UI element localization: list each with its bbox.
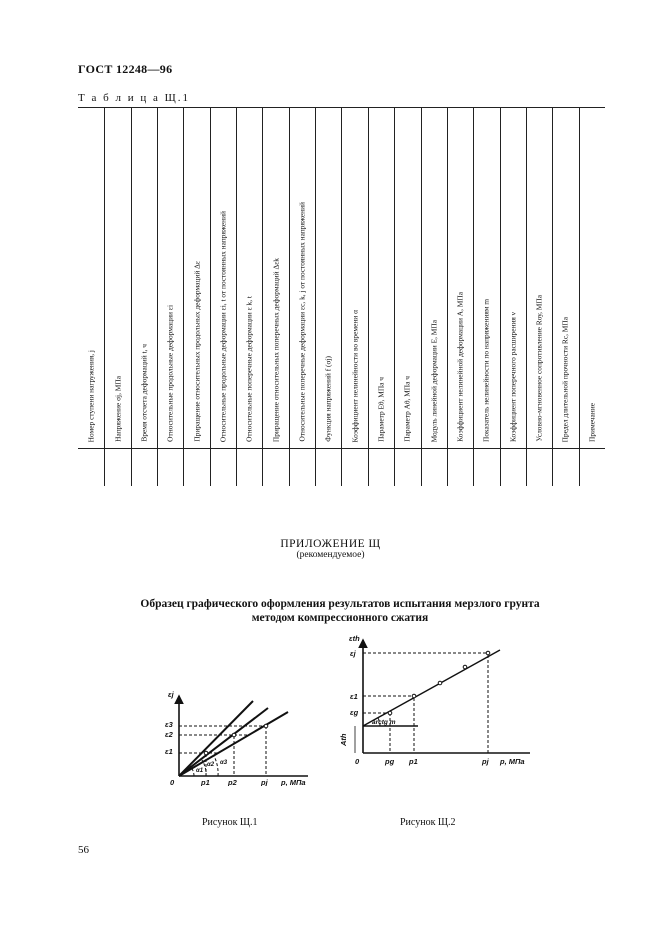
table-header-cell bbox=[104, 108, 131, 486]
table-header-cell bbox=[579, 108, 605, 448]
table-header-cell bbox=[78, 108, 105, 486]
table-header-label: Показатель нелинейности по напряжениям m bbox=[481, 299, 491, 442]
table-header-label: Относительные продольные деформации εi bbox=[165, 305, 175, 442]
fig1-x-axis-label: p, МПа bbox=[281, 778, 306, 786]
fig1-y-axis-label: εj bbox=[168, 690, 174, 699]
table-header-cell bbox=[315, 108, 342, 486]
table-header-label: Коэффициент поперечного расширения ν bbox=[508, 312, 518, 442]
table-header-cell bbox=[500, 108, 527, 486]
table-header-cell bbox=[131, 108, 158, 486]
table-header-cell bbox=[394, 108, 421, 486]
fig2-point-g bbox=[388, 711, 392, 715]
fig2-x-tick-label-1: p1 bbox=[409, 757, 418, 766]
fig1-origin-label: 0 bbox=[170, 778, 175, 786]
fig2-y-tick-label-1: ε1 bbox=[350, 692, 358, 701]
fig2-x-axis-label: p, МПа bbox=[500, 757, 525, 766]
fig1-angle-label-1: α1 bbox=[196, 768, 204, 774]
figure-1-caption: Рисунок Щ.1 bbox=[202, 817, 258, 828]
table-header-cell bbox=[157, 108, 184, 486]
table-header-label: Относительные поперечные деформации εc, k, j от постоянных напряжений bbox=[297, 202, 307, 442]
table-header-label: Параметр Аθ, МПа ч bbox=[402, 376, 412, 442]
fig2-y-tick-label-g: εg bbox=[350, 708, 359, 717]
table-header-label: Параметр Eθ, МПа ч bbox=[376, 377, 386, 442]
appendix-subtitle: (рекомендуемое) bbox=[296, 550, 365, 560]
table-header-label: Время отсчета деформаций t, ч bbox=[139, 344, 149, 442]
table-header-cell bbox=[183, 108, 210, 486]
fig2-y-axis-label: εth bbox=[349, 634, 360, 643]
appendix-title: ПРИЛОЖЕНИЕ Щ bbox=[280, 538, 381, 550]
fig2-intercept-label: Аth bbox=[339, 733, 348, 746]
table-header-cell bbox=[236, 108, 263, 486]
fig2-y-tick-label-j: εj bbox=[350, 649, 356, 658]
fig2-x-tick-label-j: pj bbox=[482, 757, 489, 766]
table-header-cell bbox=[262, 108, 289, 486]
table-header-cell bbox=[368, 108, 395, 486]
table-header-label: Предел длительной прочности Rс, МПа bbox=[560, 316, 570, 442]
table-header-label: Коэффициент нелинейности во времени α bbox=[349, 309, 359, 442]
table-header-label: Номер ступени нагружения, j bbox=[86, 349, 96, 442]
table-header-cell bbox=[289, 108, 316, 486]
fig1-x-tick-label-1: p1 bbox=[201, 778, 210, 786]
table-header-label: Коэффициент нелинейной деформации А, МПа bbox=[455, 292, 465, 442]
table-header-cell bbox=[421, 108, 448, 486]
fig1-angle-arc-3 bbox=[214, 756, 218, 776]
figure-2-caption: Рисунок Щ.2 bbox=[400, 817, 456, 828]
figure-2 bbox=[330, 628, 540, 770]
table-header-label: Приращение относительных продольных деформаций Δε bbox=[191, 261, 201, 442]
table-header-cell bbox=[526, 108, 553, 486]
fig1-point-3 bbox=[264, 724, 268, 728]
table-header-label: Относительные поперечные деформации ε k, t bbox=[244, 296, 254, 442]
fig1-point-1 bbox=[204, 751, 208, 755]
table-header-label: Условно-мгновенное сопротивление Rоу, МПа bbox=[534, 295, 544, 442]
fig2-point-j bbox=[486, 651, 490, 655]
fig1-x-tick-label-2: p2 bbox=[228, 778, 237, 786]
table-header-label: Приращение относительных поперечных деформаций Δεk bbox=[270, 257, 280, 442]
fig2-point-3 bbox=[463, 665, 467, 669]
table-header-label: Напряжение σj, МПа bbox=[112, 376, 122, 442]
fig2-point-2 bbox=[438, 681, 442, 685]
fig2-slope-label: arctg m bbox=[372, 719, 396, 726]
table-header-cell bbox=[342, 108, 369, 486]
fig2-origin-label: 0 bbox=[355, 757, 360, 766]
table-header-cell bbox=[210, 108, 237, 486]
table-header-label: Модуль линейной деформации Е, МПа bbox=[429, 319, 439, 442]
page-number: 56 bbox=[78, 844, 89, 856]
figure-1 bbox=[160, 686, 320, 786]
fig2-x-tick-label-g: pg bbox=[385, 757, 395, 766]
fig1-angle-label-3: α3 bbox=[220, 760, 228, 766]
fig1-point-2 bbox=[232, 733, 236, 737]
table-header-label: Примечание bbox=[587, 403, 597, 442]
table-header-cell bbox=[552, 108, 579, 486]
fig1-y-tick-label-1: ε1 bbox=[165, 747, 173, 756]
figure-heading-line-2: методом компрессионного сжатия bbox=[251, 612, 429, 624]
fig1-angle-label-2: α2 bbox=[207, 762, 215, 768]
table-header-cell bbox=[447, 108, 474, 486]
document-header: ГОСТ 12248—96 bbox=[78, 62, 173, 76]
table-header-cell bbox=[473, 108, 500, 486]
fig2-fit-line bbox=[363, 650, 500, 726]
table-caption: Т а б л и ц а Щ.1 bbox=[78, 92, 190, 104]
fig2-point-1 bbox=[412, 694, 416, 698]
table-header-label: Функция напряжений f (σj) bbox=[323, 356, 333, 442]
fig1-x-tick-label-j: pj bbox=[261, 778, 268, 786]
table-header-label: Относительные продольные деформации εi, t от постоянных напряжений bbox=[218, 210, 228, 442]
figure-heading-line-1: Образец графического оформления результатов испытания мерзлого грунта bbox=[140, 598, 540, 610]
fig1-y-tick-label-2: ε2 bbox=[165, 730, 173, 739]
fig1-y-tick-label-3: ε3 bbox=[165, 720, 173, 729]
